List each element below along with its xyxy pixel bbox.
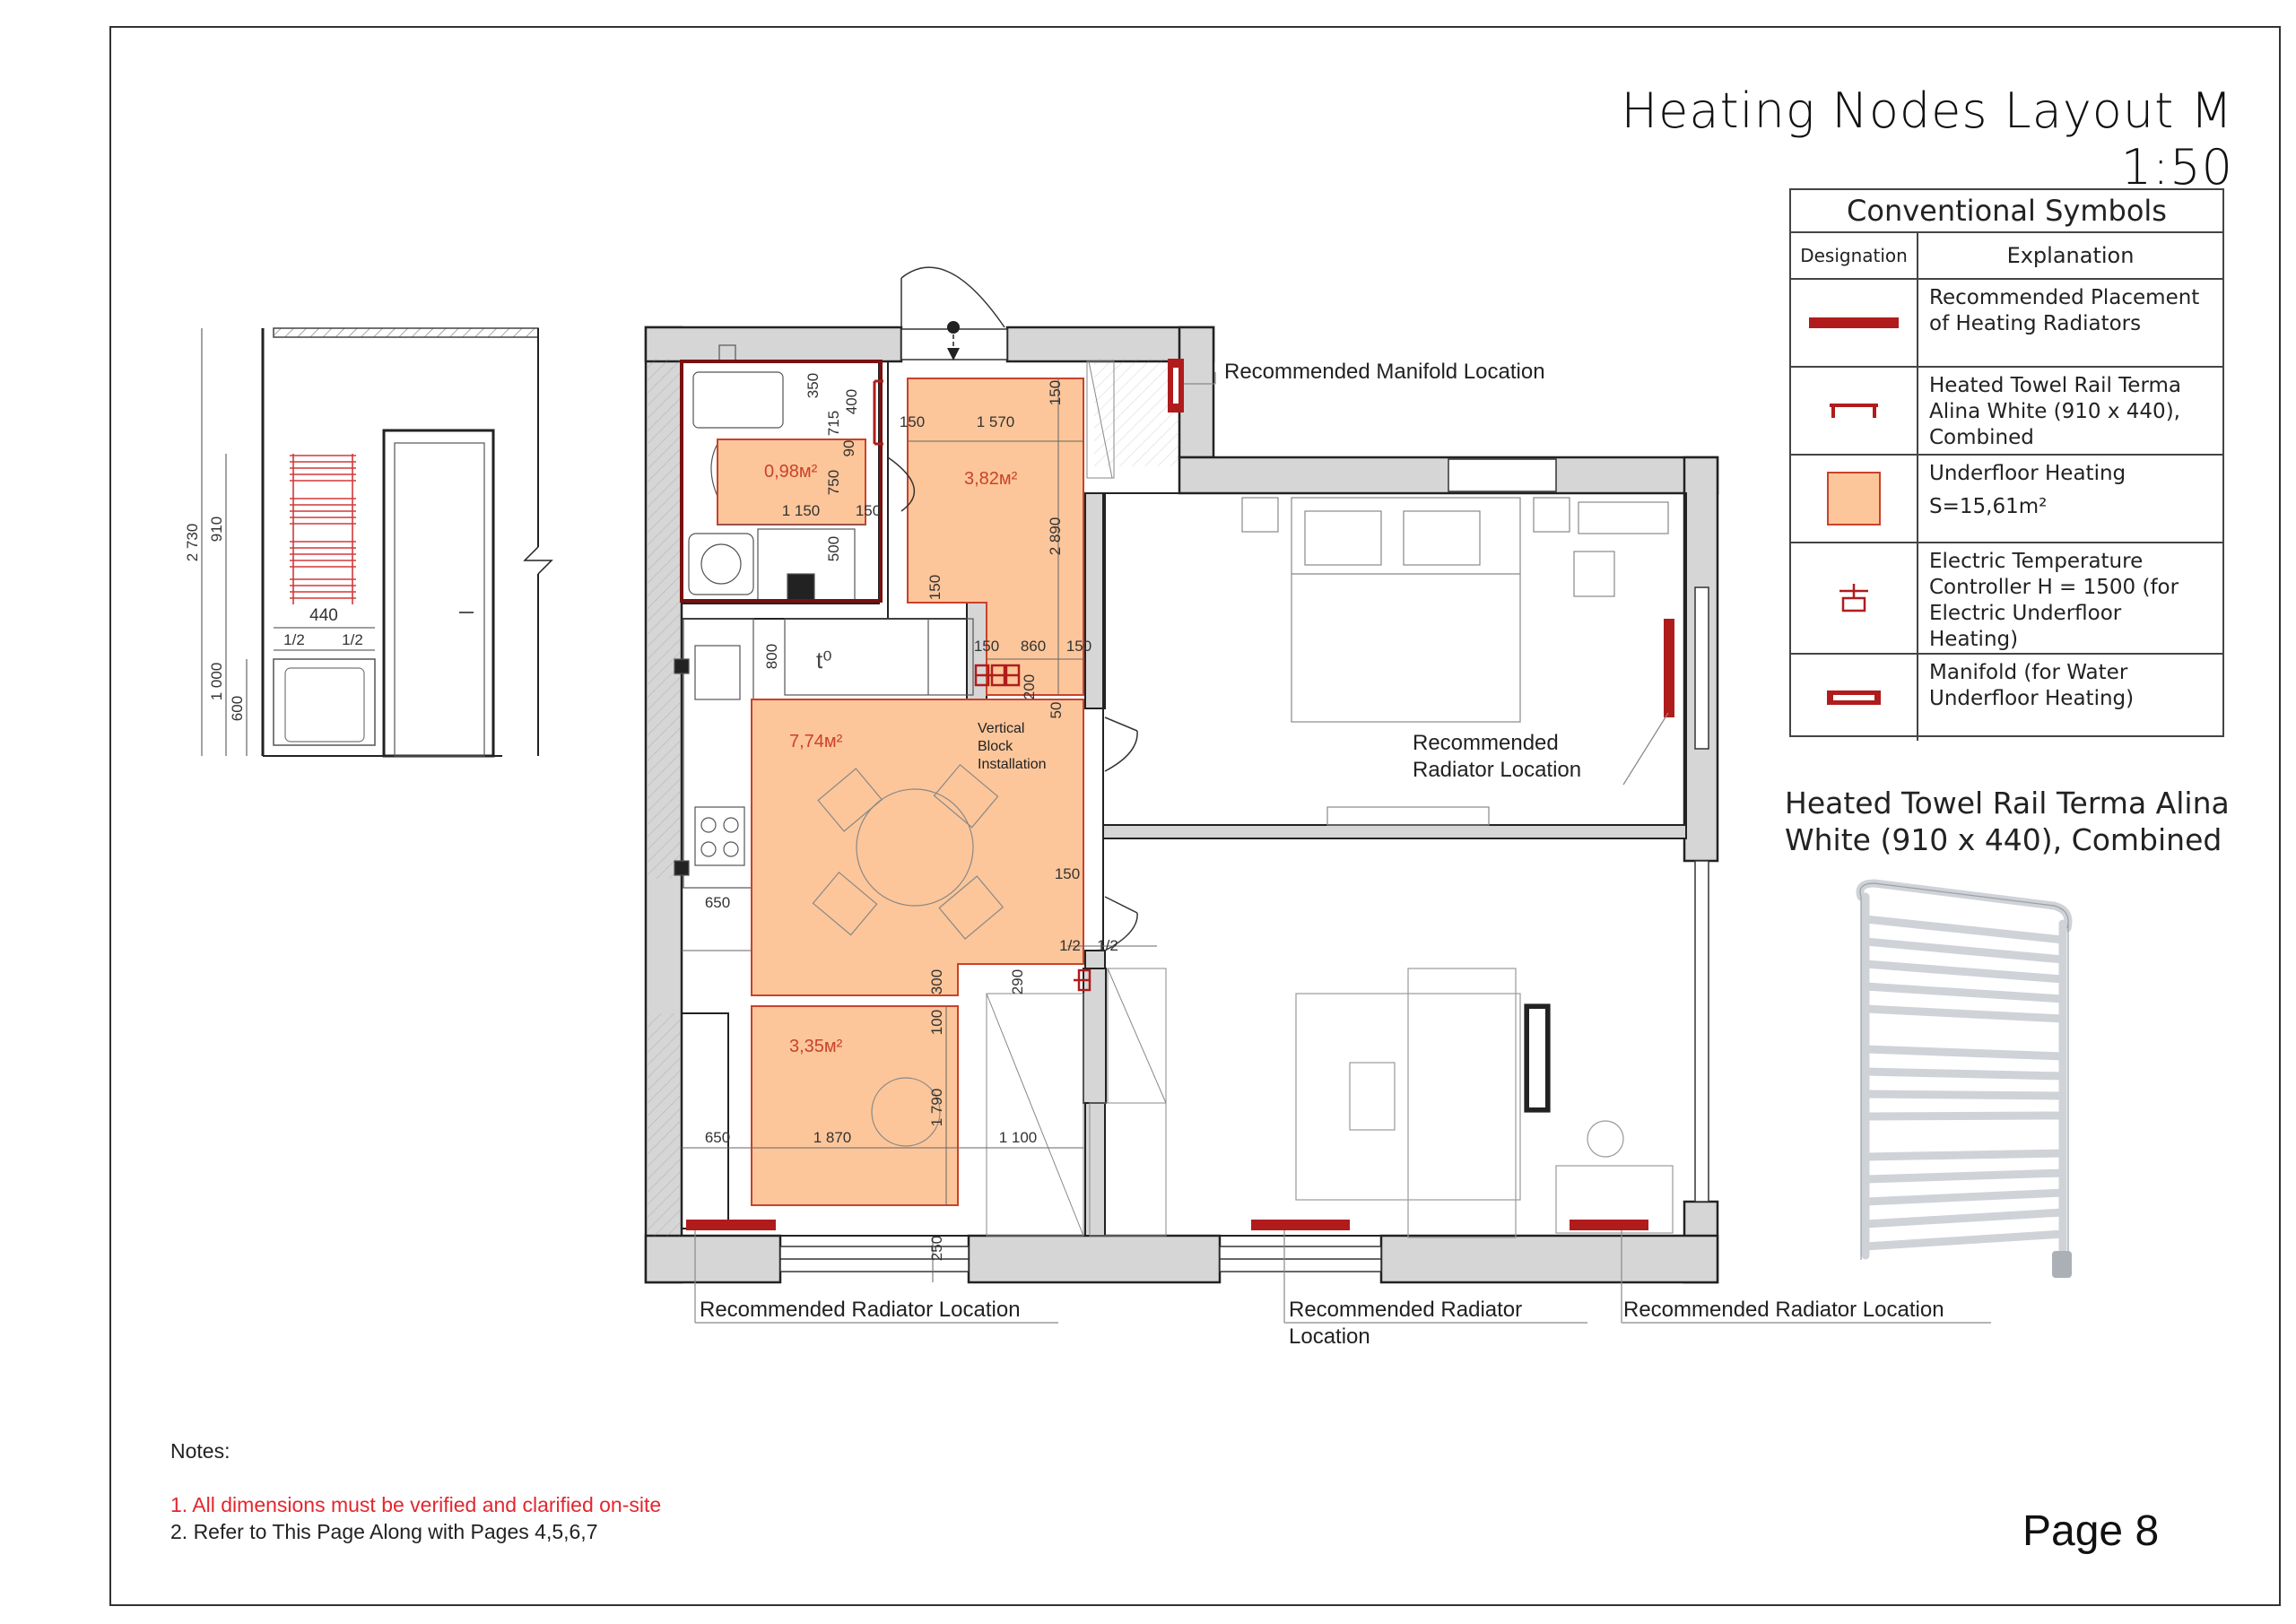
dim-650-a: 650 — [704, 894, 731, 911]
callout-manifold: Recommended Manifold Location — [1224, 360, 1545, 384]
legend-text-manifold: Manifold (for Water Underfloor Heating) — [1929, 661, 2135, 710]
callout-bedroom-radiator-1: Recommended — [1413, 731, 1559, 755]
page-title: Heating Nodes Layout M 1:50 — [1621, 83, 2233, 195]
legend-row-manifold — [1791, 655, 2222, 741]
legend-col-explanation: Explanation — [2006, 243, 2135, 268]
bathtub-elevation — [274, 659, 375, 745]
radiator-bottom-right-icon — [1570, 1220, 1648, 1230]
dim-half-b: 1/2 — [1097, 937, 1118, 954]
legend-text-underfloor: Underfloor Heating — [1929, 462, 2126, 485]
area-lower: 3,35м² — [789, 1037, 843, 1056]
callout-bedroom-radiator-2: Radiator Location — [1413, 758, 1582, 782]
note-1: 1. All dimensions must be verified and clarified on-site — [170, 1493, 662, 1516]
manifold-symbol-icon — [1822, 687, 1885, 708]
dim-400: 400 — [843, 388, 860, 415]
dim-1870: 1 870 — [813, 1129, 852, 1146]
dim-half-left: 1/2 — [283, 631, 305, 648]
dim-250: 250 — [928, 1235, 945, 1262]
living-furniture — [1296, 968, 1673, 1238]
dim-half-a: 1/2 — [1059, 937, 1081, 954]
radiator-bottom-left-icon — [686, 1220, 776, 1230]
dim-half-right: 1/2 — [342, 631, 363, 648]
dim-bath-height: 600 — [229, 695, 246, 722]
radiator-symbol-icon — [1805, 314, 1903, 332]
towel-rail-symbol-icon — [1822, 400, 1885, 421]
dim-150-e: 150 — [973, 638, 1000, 655]
legend-row-underfloor — [1791, 456, 2222, 543]
callout-bottom-right: Recommended Radiator Location — [1623, 1298, 1944, 1322]
dim-350: 350 — [804, 372, 822, 399]
legend-row-radiator — [1791, 280, 2222, 368]
towel-rail-valve-icon — [2052, 1251, 2072, 1278]
dim-750: 750 — [825, 469, 842, 496]
underfloor-heating-symbol-icon — [1826, 471, 1882, 526]
dim-800: 800 — [763, 643, 780, 670]
dim-1570: 1 570 — [976, 413, 1015, 430]
callout-bottom-left: Recommended Radiator Location — [700, 1298, 1021, 1322]
page-number: Page 8 — [2022, 1507, 2160, 1555]
dim-1100: 1 100 — [998, 1129, 1038, 1146]
dim-50: 50 — [1048, 701, 1065, 719]
towel-rail-caption-line2: White (910 x 440), Combined — [1785, 822, 2222, 857]
legend-heading: Conventional Symbols — [1791, 190, 2222, 233]
towel-rail-caption — [1785, 785, 2287, 858]
manifold-icon — [1168, 359, 1184, 413]
dim-650-b: 650 — [704, 1129, 731, 1146]
underfloor-zones — [718, 378, 1083, 1205]
legend-text-radiator: Recommended Placement of Heating Radiators — [1929, 286, 2200, 335]
wall-elevation — [202, 328, 552, 756]
dim-rail-height: 910 — [208, 516, 225, 543]
dim-290: 290 — [1009, 968, 1026, 995]
legend-row-towel-rail — [1791, 368, 2222, 456]
dim-total-height: 2 730 — [184, 523, 201, 562]
dim-150-c: 150 — [1047, 379, 1064, 406]
legend-text-towel-rail: Heated Towel Rail Terma Alina White (910 x 440), Combined — [1929, 374, 2181, 449]
temperature-controller-symbol-icon — [1836, 580, 1872, 616]
dim-500: 500 — [825, 535, 842, 562]
dim-100: 100 — [928, 1009, 945, 1036]
door-elevation — [384, 430, 493, 756]
dim-300: 300 — [928, 968, 945, 995]
dim-150-g: 150 — [1054, 865, 1081, 882]
note-2: 2. Refer to This Page Along with Pages 4,5,6,7 — [170, 1520, 598, 1543]
dim-1150: 1 150 — [781, 502, 821, 519]
callout-bottom-mid-2: Location — [1289, 1324, 1370, 1349]
radiator-bedroom-icon — [1664, 619, 1674, 717]
underfloor-zone-lower — [752, 1006, 958, 1205]
vertical-note-3: Installation — [978, 757, 1047, 772]
legend-table — [1789, 188, 2224, 737]
towel-rail-photo — [1860, 883, 2068, 1255]
callout-bottom-mid-1: Recommended Radiator — [1289, 1298, 1523, 1322]
area-kitchen: 7,74м² — [789, 732, 843, 751]
vertical-note-1: Vertical — [978, 721, 1025, 736]
dim-200: 200 — [1021, 673, 1038, 700]
dim-1790: 1 790 — [928, 1088, 945, 1127]
thermo-symbol: t⁰ — [816, 647, 832, 673]
towel-rail-caption-line1: Heated Towel Rail Terma Alina — [1785, 786, 2230, 821]
legend-columns — [1791, 233, 2222, 280]
dim-2890: 2 890 — [1047, 517, 1064, 556]
legend-text-controller: Electric Temperature Controller H = 1500 (for Electric Underfloor Heating) — [1929, 550, 2179, 651]
dim-150-a: 150 — [855, 502, 882, 519]
area-hall: 3,82м² — [964, 469, 1018, 489]
dim-150-f: 150 — [1065, 638, 1092, 655]
legend-underfloor-area: S=15,61m² — [1929, 495, 2048, 518]
notes-label: Notes: — [170, 1439, 230, 1463]
legend-col-designation: Designation — [1791, 233, 1918, 278]
dim-150-b: 150 — [899, 413, 926, 430]
dim-715: 715 — [825, 410, 842, 437]
dim-bottom-height: 1 000 — [208, 662, 225, 701]
dim-150-d: 150 — [926, 574, 944, 601]
vertical-note-2: Block — [978, 739, 1013, 754]
legend-row-controller — [1791, 543, 2222, 655]
area-wc: 0,98м² — [764, 462, 818, 482]
dim-90: 90 — [840, 439, 857, 457]
radiator-bottom-mid-icon — [1251, 1220, 1350, 1230]
dim-rail-width: 440 — [309, 606, 338, 625]
dim-860: 860 — [1020, 638, 1047, 655]
towel-rail-elevation-icon — [290, 454, 356, 604]
